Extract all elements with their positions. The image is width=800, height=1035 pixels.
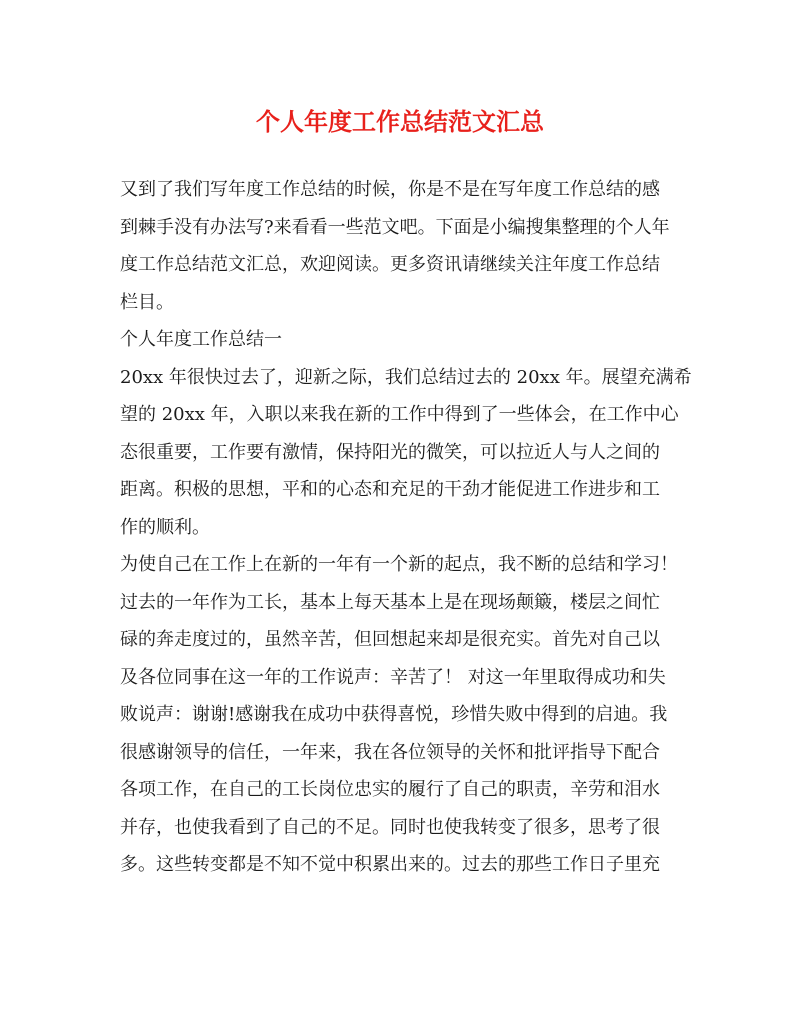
body-line: 栏目。 xyxy=(120,291,174,313)
body-line: 及各位同事在这一年的工作说声：辛苦了！ 对这一年里取得成功和失 xyxy=(120,666,666,688)
body-line: 又到了我们写年度工作总结的时候，你是不是在写年度工作总结的感 xyxy=(120,179,660,200)
document-body xyxy=(120,171,692,884)
body-line: 度工作总结范文汇总，欢迎阅读。更多资讯请继续关注年度工作总结 xyxy=(120,254,660,275)
body-line: 过去的一年作为工长，基本上每天基本上是在现场颠簸，楼层之间忙 xyxy=(120,591,660,613)
body-line: 20xx 年很快过去了，迎新之际，我们总结过去的 20xx 年。展望充满希 xyxy=(120,366,692,388)
body-line: 态很重要，工作要有激情，保持阳光的微笑，可以拉近人与人之间的 xyxy=(120,441,660,463)
body-line: 为使自己在工作上在新的一年有一个新的起点，我不断的总结和学习！ xyxy=(120,554,678,575)
body-line: 碌的奔走度过的，虽然辛苦，但回想起来却是很充实。首先对自己以 xyxy=(120,629,660,650)
body-line: 作的顺利。 xyxy=(120,516,210,538)
body-line: 并存，也使我看到了自己的不足。同时也使我转变了很多，思考了很 xyxy=(120,816,660,838)
body-line: 败说声：谢谢!感谢我在成功中获得喜悦，珍惜失败中得到的启迪。我 xyxy=(120,704,668,725)
body-line: 各项工作，在自己的工长岗位忠实的履行了自己的职责，辛劳和泪水 xyxy=(120,779,660,800)
body-line: 到棘手没有办法写?来看看一些范文吧。下面是小编搜集整理的个人年 xyxy=(120,216,670,238)
body-line: 望的 20xx 年，入职以来我在新的工作中得到了一些体会，在工作中心 xyxy=(120,404,679,425)
body-line: 多。这些转变都是不知不觉中积累出来的。过去的那些工作日子里充 xyxy=(120,854,660,875)
body-line: 距离。积极的思想，平和的心态和充足的干劲才能促进工作进步和工 xyxy=(120,479,660,500)
document-title: 个人年度工作总结范文汇总 xyxy=(256,107,544,136)
section-heading: 个人年度工作总结一 xyxy=(120,329,282,350)
body-line: 很感谢领导的信任，一年来，我在各位领导的关怀和批评指导下配合 xyxy=(120,741,660,763)
